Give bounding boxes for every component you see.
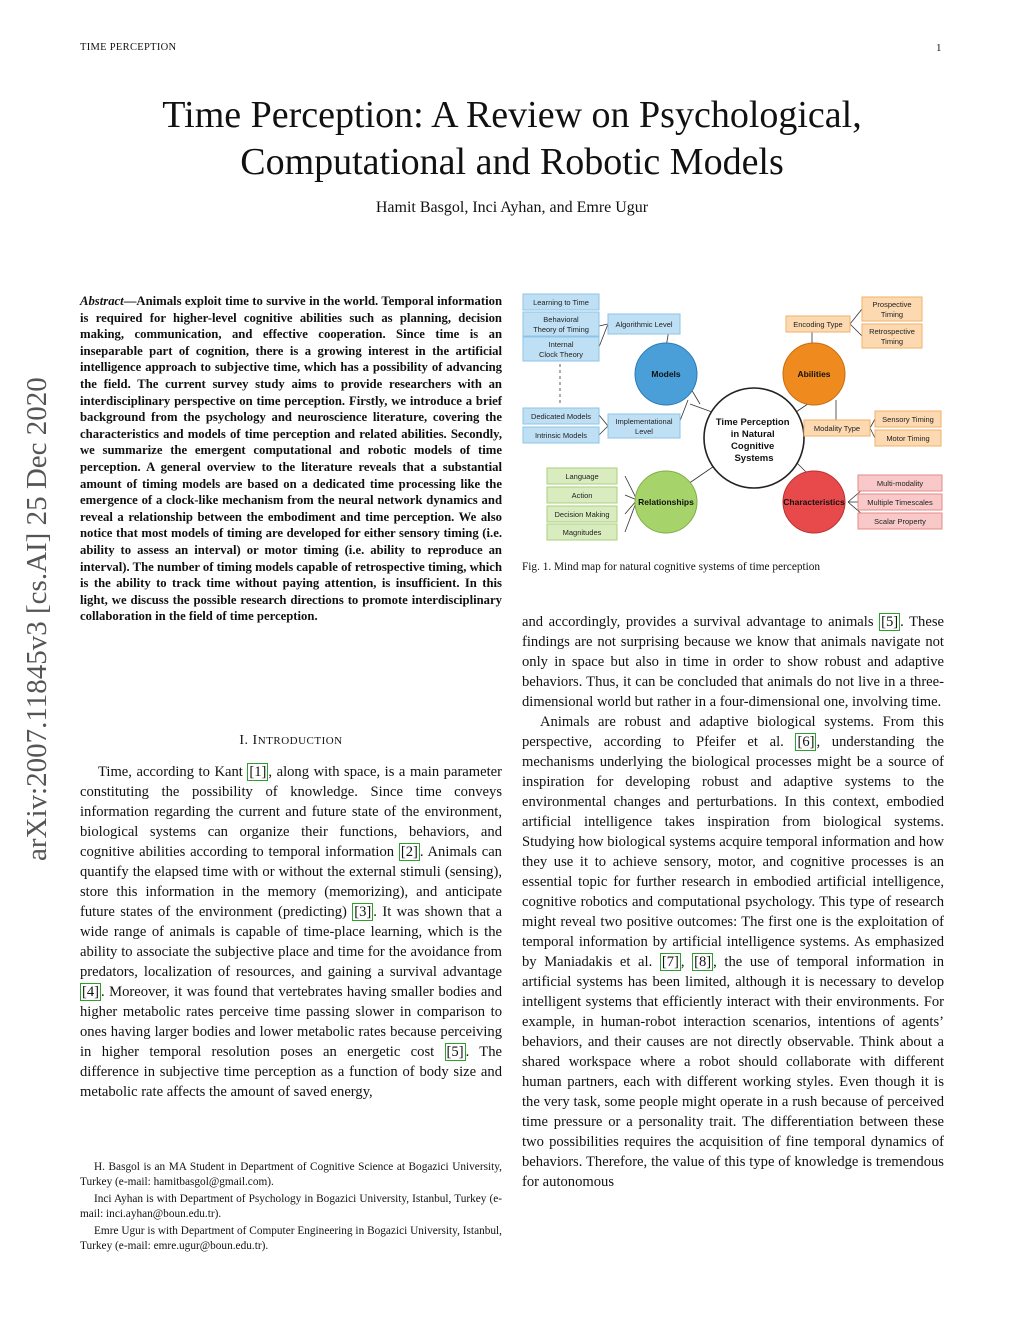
learning-label: Learning to Time <box>533 298 589 307</box>
multiple-timescales-label: Multiple Timescales <box>867 498 933 507</box>
behavioral-label: Theory of Timing <box>533 325 589 334</box>
center-label: Cognitive <box>731 441 775 452</box>
abstract-lead: Abstract <box>80 294 124 308</box>
implementational-label: Implementational <box>615 417 673 426</box>
right-paragraph <box>522 712 944 1192</box>
arxiv-stamp: arXiv:2007.11845v3 [cs.AI] 25 Dec 2020 <box>21 377 53 861</box>
text-run: and accordingly, provides a survival advantage to animals <box>522 614 880 630</box>
citation-link[interactable]: [8] <box>694 954 712 970</box>
sensory-label: Sensory Timing <box>882 415 934 424</box>
behavioral-label: Behavioral <box>543 315 579 324</box>
mind-map-figure <box>520 292 944 548</box>
internal-label: Internal <box>548 340 574 349</box>
prospective-label: Timing <box>880 310 904 319</box>
section-heading <box>80 733 502 749</box>
footnote: H. Basgol is an MA Student in Department of Cognitive Science at Bogazici University, Turkey (e-mail: hamitbasgol@gmail.com). <box>80 1161 502 1188</box>
intro-paragraph <box>80 762 502 1102</box>
page-number: 1 <box>936 42 942 54</box>
decision-label: Decision Making <box>554 510 610 519</box>
text-run: . Moreover, it was found that vertebrates having smaller bodies and higher metabolic rates perceive time passing slower in comparison to ones having larger bodies and lower metabolic rates because perceiving in higher temporal resolution poses an energetic cost <box>80 984 502 1060</box>
characteristics-label: Characteristics <box>783 497 845 507</box>
internal-label: Clock Theory <box>538 350 584 359</box>
running-head: TIME PERCEPTION <box>80 42 177 53</box>
text-run: , the use of temporal information in artificial systems has been limited, although it is necessary to develop intelligent systems that efficiently interact with their environments. For example, in human-robot interaction scenarios, intentions of agents’ behaviors, and their causes are not directly observable. Think about a shared workspace where a robot should collaborate with different human partners, each with different working styles. Even though it is the very task, some people might operate in a rush because of perceived time pressure or a personality trait. The differentiation between these two possibilities requires the acquisition of fine temporal dynamics of behaviors. Therefore, the value of this type of knowledge is tremendous for autonomous <box>522 954 944 1190</box>
citation-link[interactable]: [5] <box>881 614 899 630</box>
models-label: Models <box>651 369 681 379</box>
retrospective-label: Retrospective <box>869 327 915 336</box>
intrinsic-label: Intrinsic Models <box>534 431 588 440</box>
retrospective-label: Timing <box>880 337 904 346</box>
citation-link[interactable]: [4] <box>82 984 100 1000</box>
multimodality-label: Multi-modality <box>876 479 924 488</box>
motor-label: Motor Timing <box>886 434 930 443</box>
citation-link[interactable]: [2] <box>400 844 418 860</box>
text-run: , <box>680 954 693 970</box>
action-label: Action <box>571 491 593 500</box>
title-line-1: Time Perception: A Review on Psychological, <box>162 94 862 136</box>
text-run: Animals are robust and adaptive biological systems. From this perspective, according to Pfeifer et al. <box>522 714 944 750</box>
text-run: . Animals can quantify the elapsed time with or without the external stimuli (sensing), store this information in the memory (memorizing), and anticipate future states of the environment (predicting) <box>80 844 502 920</box>
prospective-label: Prospective <box>872 300 912 309</box>
implementational-label: Level <box>635 427 653 436</box>
encoding-label: Encoding Type <box>793 320 843 329</box>
authors: Hamit Basgol, Inci Ayhan, and Emre Ugur <box>375 199 649 216</box>
modality-label: Modality Type <box>813 424 861 433</box>
citation-link[interactable]: [3] <box>354 904 372 920</box>
center-label: in Natural <box>730 429 775 440</box>
intro-column <box>80 762 502 1102</box>
title-line-2: Computational and Robotic Models <box>240 141 784 183</box>
center-label: Time Perception <box>715 417 790 428</box>
magnitudes-label: Magnitudes <box>562 528 602 537</box>
scalar-label: Scalar Property <box>874 517 926 526</box>
text-run: . It was shown that a wide range of animals is capable of time-place learning, which is the ability to associate the subjective place and time for the avoidance from predators, localization of resources, and gaining a survival advantage <box>80 904 502 980</box>
text-run: Time, according to Kant <box>98 764 248 780</box>
footnotes <box>80 1160 502 1257</box>
footnote: Inci Ayhan is with Department of Psychology in Bogazici University, Istanbul, Turkey (e-mail: inci.ayhan@boun.edu.tr). <box>80 1193 502 1220</box>
text-run: , understanding the mechanisms underlying the biological processes might be a source of inspiration for developing robust and adaptive systems to the environmental changes and perturbations. In this context, embodied artificial intelligence takes inspiration from biological systems. Studying how biological systems acquire temporal information and how they use it to achieve sensory, motor, and cognitive processes is an essential topic for further research in embodied artificial intelligence, cognitive robotics and computational psychology. This type of research might reveal two positive outcomes: The first one is the exploitation of temporal information by artificial intelligence systems. As emphasized by Maniadakis et al. <box>522 734 944 970</box>
citation-link[interactable]: [5] <box>446 1044 464 1060</box>
citation-link[interactable]: [6] <box>797 734 815 750</box>
section-title-first: I <box>252 733 258 748</box>
language-label: Language <box>565 472 599 481</box>
citation-link[interactable]: [7] <box>661 954 679 970</box>
relationships-label: Relationships <box>638 497 694 507</box>
dedicated-label: Dedicated Models <box>530 412 592 421</box>
abstract <box>80 293 502 625</box>
figure-caption: Fig. 1. Mind map for natural cognitive systems of time perception <box>522 561 821 573</box>
citation-link[interactable]: [1] <box>249 764 267 780</box>
right-paragraph <box>522 612 944 712</box>
text-run: . These findings are not surprising because we know that animals navigate not only in space but also in time in order to show robust and adaptive behaviors. Thus, it can be concluded that animals do not live in a three-dimensional world but rather in a four-dimensional one, involving time. <box>522 614 944 710</box>
center-label: Systems <box>734 453 774 464</box>
section-title-rest: NTRODUCTION <box>257 735 343 747</box>
text-run: , along with space, is a main parameter constituting the possibility of knowledge. Since time conveys information regarding the current and future state of the environment, biological systems can organize their functions, behaviors, and cognitive abilities according to temporal information <box>80 764 503 860</box>
footnote: Emre Ugur is with Department of Computer Engineering in Bogazici University, Istanbul, Turkey (e-mail: emre.ugur@boun.edu.tr). <box>80 1225 502 1252</box>
algorithmic-label: Algorithmic Level <box>615 320 673 329</box>
paper-title <box>80 92 944 186</box>
text-run: . The difference in subjective time perception as a function of body size and metabolic rate affects the amount of saved energy, <box>80 1044 502 1100</box>
right-column <box>522 612 944 1192</box>
abilities-label: Abilities <box>797 369 831 379</box>
section-number: I. <box>239 733 249 748</box>
abstract-text: —Animals exploit time to survive in the world. Temporal information is required for higher-level cognitive abilities such as planning, decision making, communication, and effective cooperation. Since time is an inseparable part of cognition, there is a growing interest in the artificial intelligence approach to subjective time, which has a possibility of advancing the field. The current survey study aims to provide researchers with an interdisciplinary perspective on time perception. Firstly, we introduce a brief background from the psychology and neuroscience literature, covering the characteristics and models of time perception and related abilities. Secondly, we summarize the emergent computational and robotic models of time perception. A general overview to the literature reveals that a substantial amount of timing models are based on a dedicated time processing like the emergence of a clock-like mechanism from the neural network dynamics and reveal a relationship between the embodiment and time perception. We also notice that most models of timing are developed for either sensory timing (i.e. ability to assess an interval) or motor timing (i.e. ability to reproduce an interval). The number of timing models capable of retrospective timing, which is the ability to track time without paying attention, is insufficient. In this light, we discuss the possible research directions to promote interdisciplinary collaboration in the field of time perception. <box>80 294 502 624</box>
